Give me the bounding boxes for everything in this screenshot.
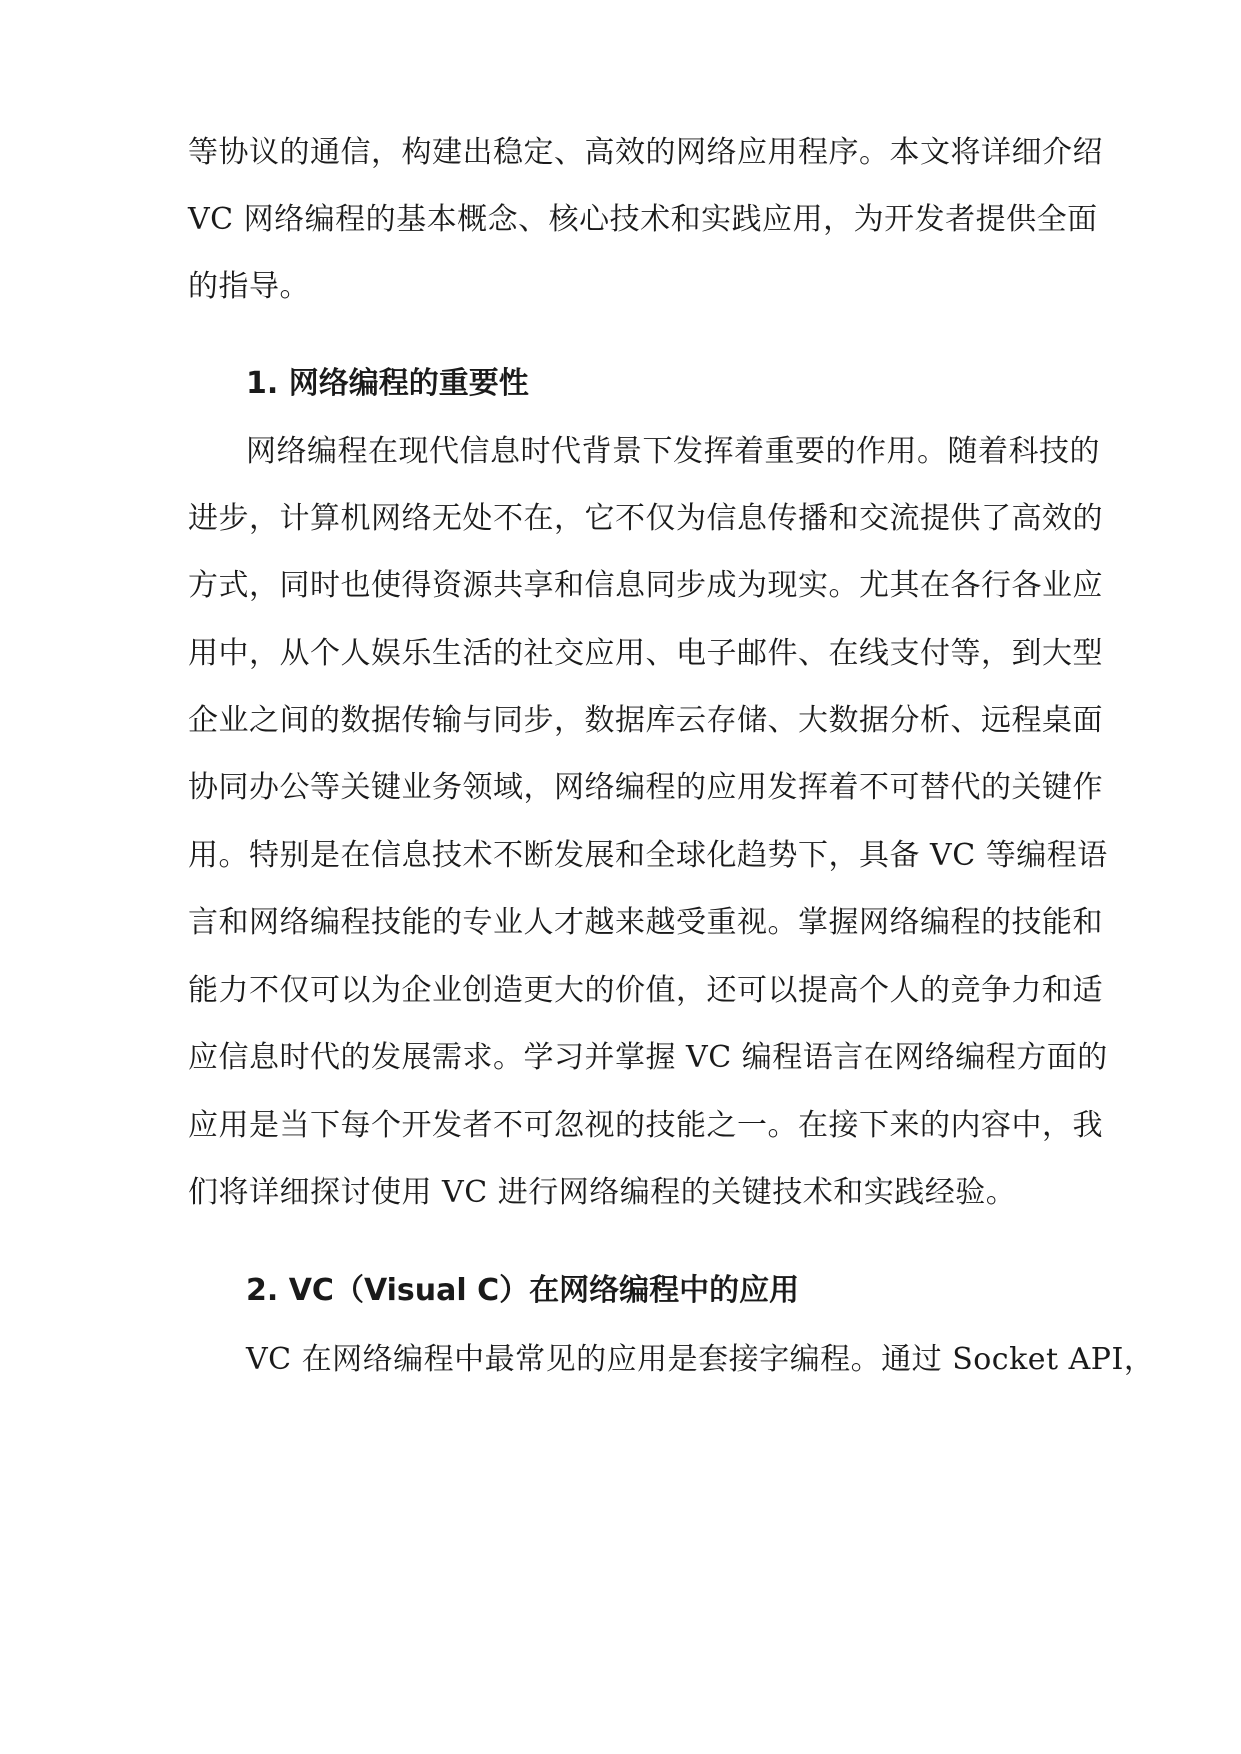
section-1-line-4: 用中，从个人娱乐生活的社交应用、电子邮件、在线支付等，到大型 [188, 636, 1103, 671]
section-1-line-12: 们将详细探讨使用 VC 进行网络编程的关键技术和实践经验。 [188, 1175, 1017, 1210]
section-1-line-3: 方式，同时也使得资源共享和信息同步成为现实。尤其在各行各业应 [188, 568, 1103, 603]
section-2-line-1: VC 在网络编程中最常见的应用是套接字编程。通过 Socket API， [246, 1342, 1155, 1377]
intro-line-1: 等协议的通信，构建出稳定、高效的网络应用程序。本文将详细介绍 [188, 135, 1103, 170]
section-1-line-10: 应信息时代的发展需求。学习并掌握 VC 编程语言在网络编程方面的 [188, 1040, 1108, 1075]
section-1-line-8: 言和网络编程技能的专业人才越来越受重视。掌握网络编程的技能和 [188, 905, 1103, 940]
section-1-line-7: 用。特别是在信息技术不断发展和全球化趋势下，具备 VC 等编程语 [188, 838, 1108, 873]
section-1-line-2: 进步，计算机网络无处不在，它不仅为信息传播和交流提供了高效的 [188, 501, 1103, 536]
section-1-heading: 1. 网络编程的重要性 [246, 366, 529, 401]
section-1-line-5: 企业之间的数据传输与同步，数据库云存储、大数据分析、远程桌面 [188, 703, 1103, 738]
section-1-line-1: 网络编程在现代信息时代背景下发挥着重要的作用。随着科技的 [246, 434, 1100, 469]
section-1-line-9: 能力不仅可以为企业创造更大的价值，还可以提高个人的竞争力和适 [188, 973, 1103, 1008]
section-2-heading: 2. VC（Visual C）在网络编程中的应用 [246, 1273, 800, 1308]
section-1-line-11: 应用是当下每个开发者不可忽视的技能之一。在接下来的内容中，我 [188, 1108, 1103, 1143]
section-1-line-6: 协同办公等关键业务领域，网络编程的应用发挥着不可替代的关键作 [188, 770, 1103, 805]
intro-line-2: VC 网络编程的基本概念、核心技术和实践应用，为开发者提供全面 [188, 202, 1098, 237]
intro-line-3: 的指导。 [188, 269, 310, 304]
